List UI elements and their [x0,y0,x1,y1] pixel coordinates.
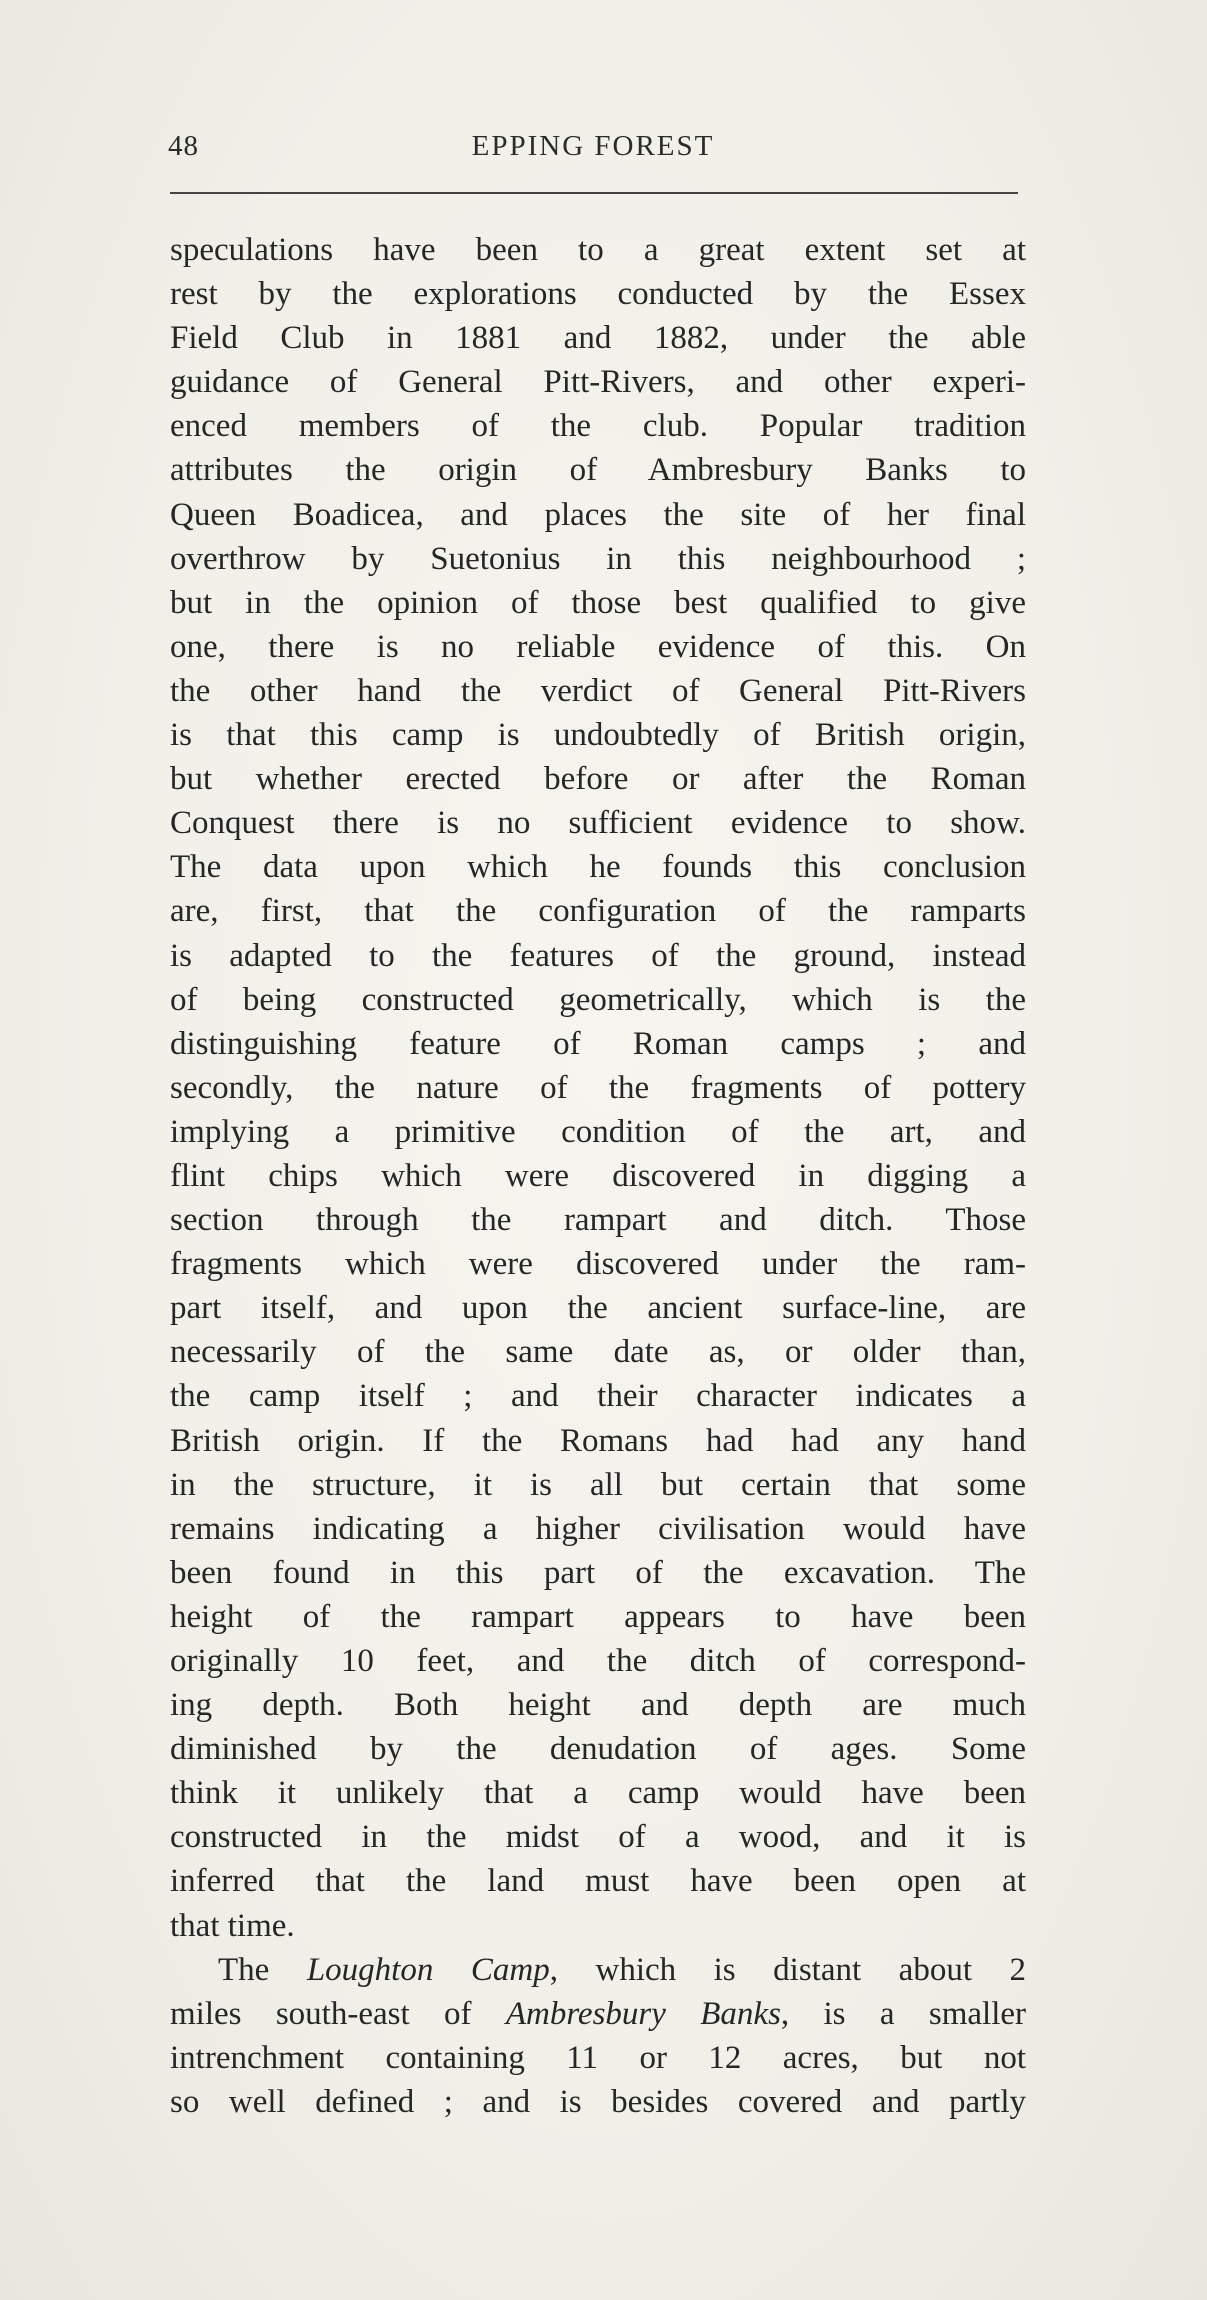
text-line: the other hand the verdict of General Pitt-Rivers [170,672,1026,709]
text-line: but in the opinion of those best qualified to give [170,584,1026,621]
text-line: necessarily of the same date as, or older than, [170,1334,1026,1371]
text-line: overthrow by Suetonius in this neighbourhood ; [170,540,1026,577]
text-line: diminished by the denudation of ages. Some [170,1731,1026,1768]
text-line: flint chips which were discovered in digging a [170,1157,1026,1194]
text-line: Field Club in 1881 and 1882, under the able [170,320,1026,357]
text-span: , is a smaller [780,1995,1026,2032]
text-line: rest by the explorations conducted by the Essex [170,276,1026,313]
text-line: constructed in the midst of a wood, and it is [170,1819,1026,1856]
text-line: think it unlikely that a camp would have been [170,1775,1026,1812]
text-line: distinguishing feature of Roman camps ; and [170,1025,1026,1062]
text-line: The data upon which he founds this conclusion [170,849,1026,886]
text-line: but whether erected before or after the Roman [170,761,1026,798]
text-line: speculations have been to a great extent set at [170,232,1026,268]
page-header [168,130,1018,170]
text-line: implying a primitive condition of the art, and [170,1113,1026,1150]
running-head: EPPING FOREST [471,130,715,162]
text-line: enced members of the club. Popular tradition [170,408,1026,445]
text-line: is that this camp is undoubtedly of British origin, [170,717,1026,754]
text-line: guidance of General Pitt-Rivers, and other experi- [170,364,1026,401]
text-line: that time. [170,1907,295,1944]
text-line [170,1948,1026,1992]
text-line: part itself, and upon the ancient surface-line, are [170,1290,1026,1327]
text-line: ing depth. Both height and depth are much [170,1687,1026,1724]
text-line: remains indicating a higher civilisation would have [170,1510,1026,1547]
text-line: in the structure, it is all but certain that some [170,1466,1026,1503]
text-line: Queen Boadicea, and places the site of her final [170,496,1026,533]
text-line: so well defined ; and is besides covered and partly [170,2083,1026,2120]
text-line: are, first, that the configuration of the ramparts [170,893,1026,930]
text-line: height of the rampart appears to have been [170,1598,1026,1635]
text-line: British origin. If the Romans had had any hand [170,1422,1026,1459]
italic-text: Ambresbury Banks [505,1995,781,2032]
text-span: miles south-east of [170,1995,506,2032]
text-line: intrenchment containing 11 or 12 acres, but not [170,2039,1026,2076]
text-line [170,1992,1026,2036]
header-rule [170,192,1018,194]
text-line: section through the rampart and ditch. Those [170,1202,1026,1239]
text-line: secondly, the nature of the fragments of pottery [170,1069,1026,1106]
page-number: 48 [168,130,199,162]
text-span: , which is distant about 2 [549,1951,1027,1988]
body-text [170,228,1026,2124]
text-line: inferred that the land must have been open at [170,1863,1026,1900]
text-line: one, there is no reliable evidence of this. On [170,628,1026,665]
text-line: originally 10 feet, and the ditch of correspond- [170,1643,1026,1679]
italic-text: Loughton Camp [306,1951,550,1988]
text-line: the camp itself ; and their character indicates a [170,1378,1026,1415]
text-line: been found in this part of the excavation. The [170,1554,1026,1591]
text-line: of being constructed geometrically, which is the [170,981,1026,1018]
text-line: fragments which were discovered under the ram- [170,1246,1026,1283]
text-line: is adapted to the features of the ground, instead [170,937,1026,974]
text-line: Conquest there is no sufficient evidence to show. [170,805,1026,842]
text-span: The [218,1951,307,1988]
text-line: attributes the origin of Ambresbury Banks to [170,452,1026,489]
